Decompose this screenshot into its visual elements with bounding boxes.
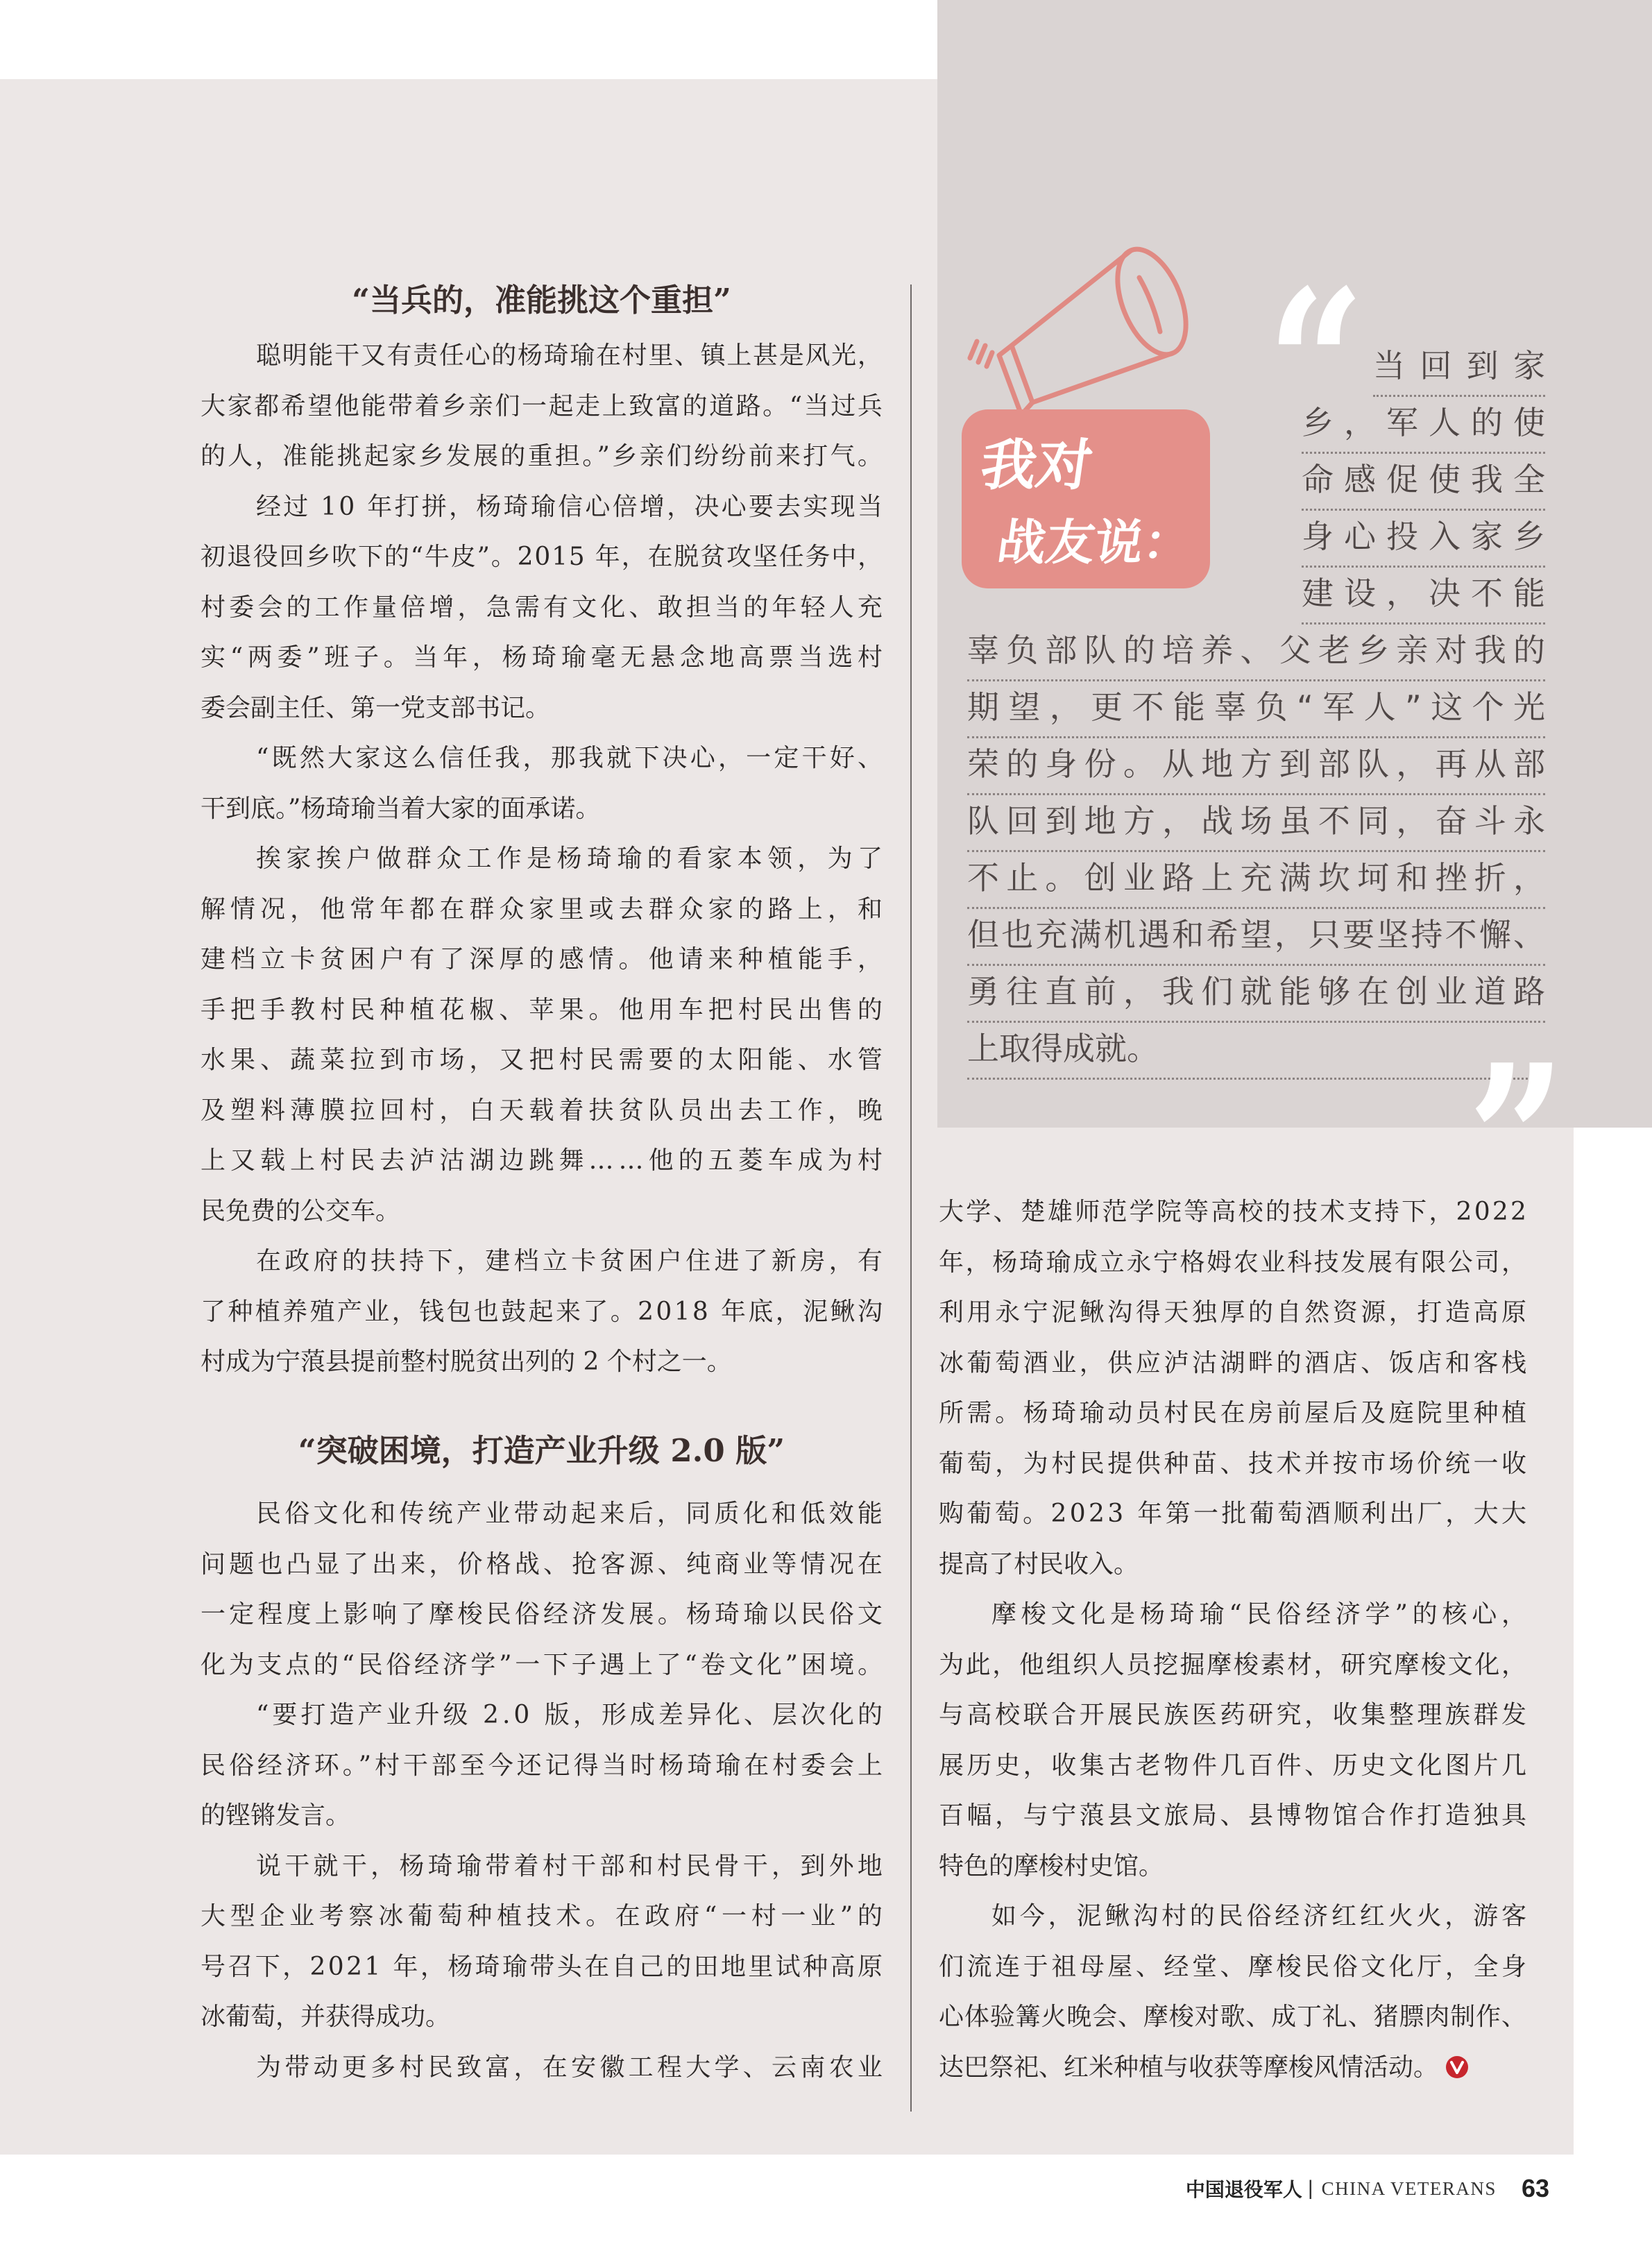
page-footer — [1186, 2171, 1549, 2207]
body-text: 达巴祭祀、红米种植与收获等摩梭风情活动。 — [939, 2053, 1439, 2082]
magazine-name-en: CHINA VETERANS — [1321, 2177, 1497, 2199]
body-text-line: 建档立卡贫困户有了深厚的感情。他请来种植能手， — [201, 945, 887, 974]
body-text-line: 经过 10 年打拼，杨琦瑜信心倍增，决心要去实现当 — [256, 492, 885, 521]
body-text-line: 挨家挨户做群众工作是杨琦瑜的看家本领，为了 — [256, 844, 888, 873]
body-text-line: 在政府的扶持下，建档立卡贫困户住进了新房，有 — [256, 1247, 887, 1275]
body-text-line-last — [939, 2043, 1526, 2094]
body-text-line: 心体验篝火晚会、摩梭对歌、成丁礼、猪膘肉制作、 — [939, 2003, 1527, 2031]
section-heading-2: “突破困境，打造产业升级 2.0 版” — [298, 1432, 785, 1469]
close-quote-mark: ” — [1467, 1019, 1566, 1264]
body-text-line: 冰葡萄酒业，供应泸沽湖畔的酒店、饭店和客栈 — [939, 1348, 1530, 1377]
body-text-line: 水果、蔬菜拉到市场，又把村民需要的太阳能、水管 — [201, 1046, 887, 1074]
body-text-line: 号召下，2021 年，杨琦瑜带头在自己的田地里试种高原 — [201, 1952, 885, 1981]
quote-text-line: 队回到地方，战场虽不同，奋斗永 — [967, 795, 1545, 852]
body-text-line: 村成为宁蒗县提前整村脱贫出列的 2 个村之一。 — [201, 1348, 732, 1376]
section-heading-1: “当兵的，准能挑这个重担” — [352, 282, 731, 319]
body-text-line: 委会副主任、第一党支部书记。 — [201, 693, 551, 722]
quote-label-badge — [962, 409, 1210, 588]
quote-text-block — [1302, 397, 1556, 625]
quote-text-line: 上取得成就。 — [967, 1023, 1545, 1080]
body-text-line: 村委会的工作量倍增，急需有文化、敢担当的年轻人充 — [201, 593, 887, 622]
quote-text-line: 不止。创业路上充满坎坷和挫折， — [967, 852, 1545, 909]
quote-label-line-1: 我对 — [976, 433, 1097, 498]
body-text-line: 说干就干，杨琦瑜带着村干部和村民骨干，到外地 — [256, 1851, 887, 1880]
body-text-line: 提高了村民收入。 — [939, 1549, 1139, 1579]
body-text-line: 干到底。”杨琦瑜当着大家的面承诺。 — [201, 794, 601, 823]
body-text-line: 聪明能干又有责任心的杨琦瑜在村里、镇上甚是风光， — [256, 341, 884, 370]
body-text-line: 民俗经济环。”村干部至今还记得当时杨琦瑜在村委会上 — [201, 1751, 886, 1780]
footer-separator: | — [1307, 2177, 1313, 2200]
quote-text-line: 辜负部队的培养、父老乡亲对我的 — [967, 625, 1545, 681]
body-text-line: 一定程度上影响了摩梭民俗经济发展。杨琦瑜以民俗文 — [201, 1600, 887, 1629]
body-text-line: “既然大家这么信任我，那我就下决心，一定干好、 — [256, 744, 886, 772]
quote-text-block — [1373, 340, 1560, 397]
section1-body — [201, 331, 888, 1388]
body-text-line: 特色的摩梭村史馆。 — [939, 1851, 1164, 1880]
body-text-line: 问题也凸显了出来，价格战、抢客源、纯商业等情况在 — [201, 1549, 887, 1579]
section2-body — [201, 1489, 887, 2093]
quote-text-block — [967, 625, 1555, 1080]
quote-text-line: 身心投入家乡 — [1302, 511, 1545, 568]
quote-text-line: 但也充满机遇和希望，只要坚持不懈、 — [967, 909, 1545, 966]
body-text-line: 初退役回乡吹下的“牛皮”。2015 年，在脱贫攻坚任务中， — [201, 543, 884, 571]
body-text-line: 大家都希望他能带着乡亲们一起走上致富的道路。“当过兵 — [201, 391, 885, 421]
body-text-line: 百幅，与宁蒗县文旅局、县博物馆合作打造独具 — [939, 1801, 1530, 1830]
body-text-line: 与高校联合开展民族医药研究，收集整理族群发 — [939, 1701, 1530, 1729]
quote-text-line: 建设，决不能 — [1302, 568, 1545, 625]
page-number: 63 — [1521, 2174, 1549, 2202]
open-quote-mark: “ — [1267, 244, 1365, 489]
body-text-line: 们流连于祖母屋、经堂、摩梭民俗文化厅，全身 — [939, 1952, 1530, 1981]
body-text-line: 的人，准能挑起家乡发展的重担。”乡亲们纷纷前来打气。 — [201, 442, 885, 470]
quote-text-line: 期望，更不能辜负“军人”这个光 — [967, 681, 1545, 738]
body-text-line: 为此，他组织人员挖掘摩梭素材，研究摩梭文化， — [939, 1650, 1528, 1679]
body-text-line: 了种植养殖产业，钱包也鼓起来了。2018 年底，泥鳅沟 — [201, 1297, 885, 1326]
body-text-line: 实“两委”班子。当年，杨琦瑜毫无悬念地高票当选村 — [201, 643, 887, 672]
body-text-line: 购葡萄。2023 年第一批葡萄酒顺利出厂，大大 — [939, 1500, 1530, 1528]
body-text-line: 民俗文化和传统产业带动起来后，同质化和低效能 — [256, 1500, 887, 1528]
body-text-line: 大型企业考察冰葡萄种植技术。在政府“一村一业”的 — [201, 1902, 887, 1930]
body-text-line: 利用永宁泥鳅沟得天独厚的自然资源，打造高原 — [939, 1298, 1530, 1327]
body-text-line: 摩梭文化是杨琦瑜“民俗经济学”的核心， — [991, 1600, 1531, 1629]
column-divider — [910, 285, 912, 2112]
body-text-line: 及塑料薄膜拉回村，白天载着扶贫队员出去工作，晚 — [201, 1096, 887, 1125]
body-text-line: 手把手教村民种植花椒、苹果。他用车把村民出售的 — [201, 995, 887, 1024]
body-text-line: 为带动更多村民致富，在安徽工程大学、云南农业 — [256, 2053, 887, 2082]
quote-text-line: 当回到家 — [1373, 340, 1545, 397]
body-text-line: 所需。杨琦瑜动员村民在房前屋后及庭院里种植 — [939, 1399, 1530, 1427]
quote-label-line-2: 战友说： — [994, 514, 1196, 571]
quote-text-line: 荣的身份。从地方到部队，再从部 — [967, 738, 1545, 795]
body-text-line: 展历史，收集古老物件几百件、历史文化图片几 — [939, 1751, 1530, 1780]
v-logo-end-mark-icon — [1445, 2055, 1469, 2079]
quote-text-line: 命感促使我全 — [1302, 454, 1545, 511]
body-text-line: 解情况，他常年都在群众家里或去群众家的路上，和 — [201, 894, 887, 924]
body-text-line: 大学、楚雄师范学院等高校的技术支持下，2022 — [939, 1198, 1529, 1226]
body-text-line: 冰葡萄，并获得成功。 — [201, 2003, 451, 2031]
quote-text-line: 勇往直前，我们就能够在创业道路 — [967, 966, 1545, 1023]
body-text-line: 年，杨琦瑜成立永宁格姆农业科技发展有限公司， — [939, 1248, 1528, 1277]
body-text-line: 葡萄，为村民提供种苗、技术并按市场价统一收 — [939, 1449, 1530, 1478]
quote-text-line: 乡，军人的使 — [1302, 397, 1545, 454]
body-text-line: 民免费的公交车。 — [201, 1196, 401, 1225]
body-text-line: “要打造产业升级 2.0 版，形成差异化、层次化的 — [256, 1701, 887, 1729]
body-text-line: 化为支点的“民俗经济学”一下子遇上了“卷文化”困境。 — [201, 1650, 886, 1679]
magazine-name-cn: 中国退役军人 — [1185, 2179, 1302, 2200]
body-text-line: 上又载上村民去泸沽湖边跳舞……他的五菱车成为村 — [201, 1146, 887, 1175]
right-column-body — [939, 1187, 1531, 2093]
body-text-line: 的铿锵发言。 — [201, 1801, 351, 1830]
body-text-line: 如今，泥鳅沟村的民俗经济红红火火，游客 — [991, 1902, 1530, 1930]
